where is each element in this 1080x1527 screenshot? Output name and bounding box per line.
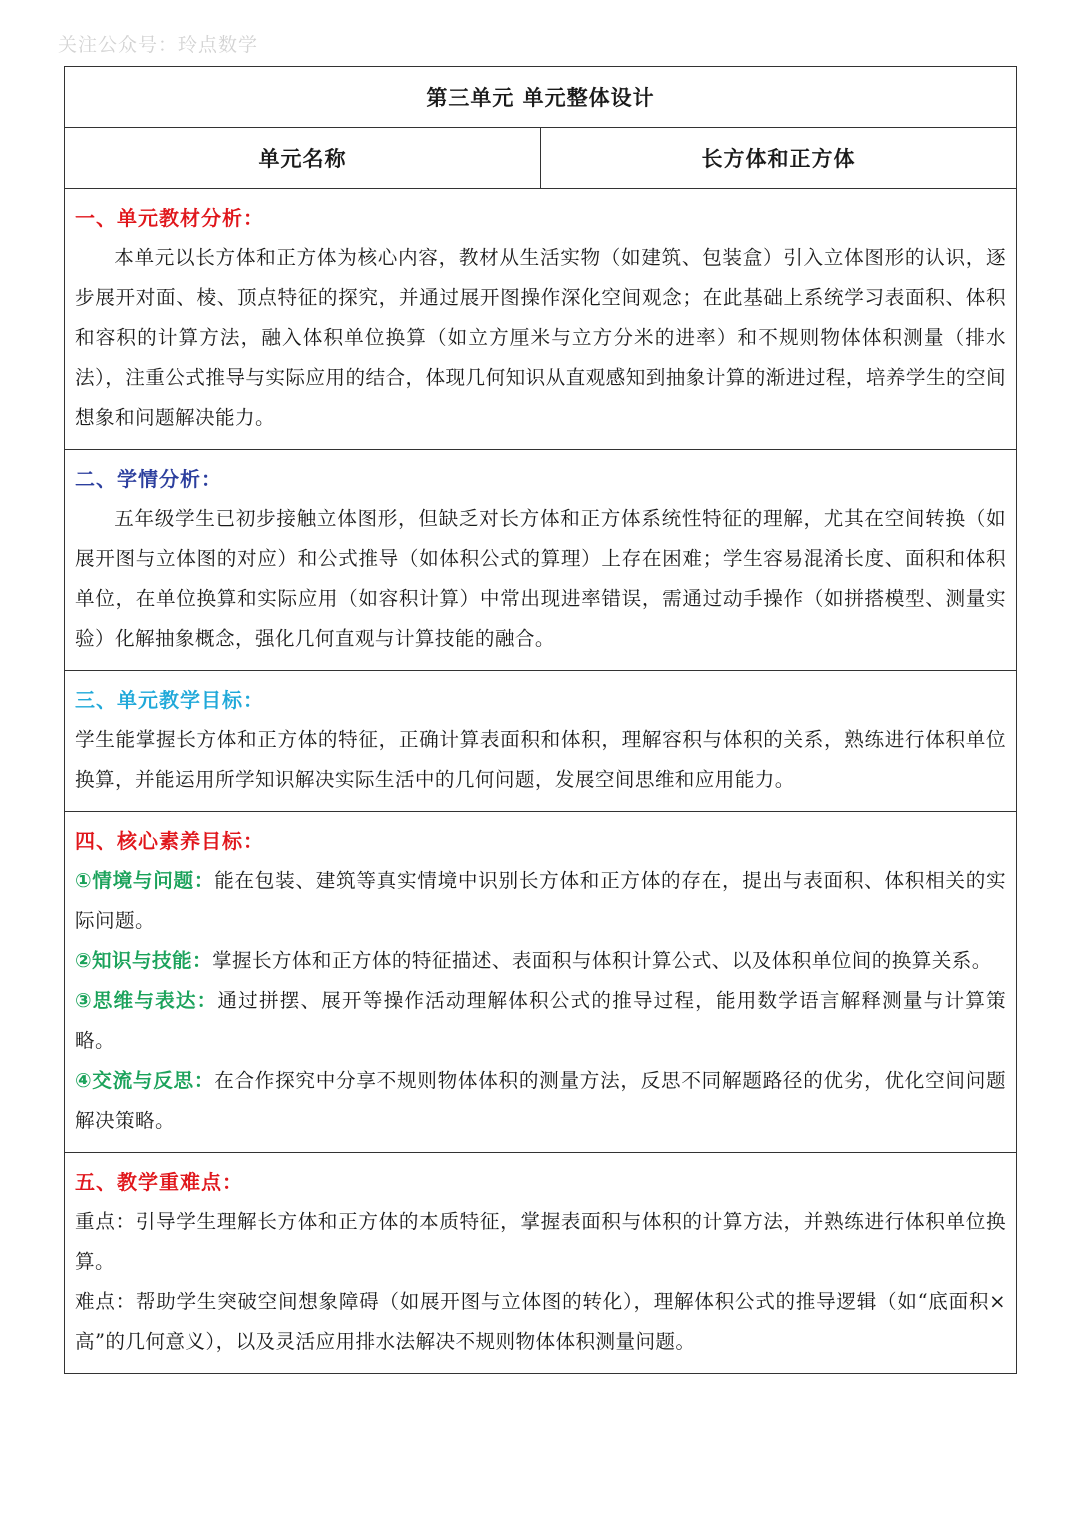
literacy-text: 通过拼摆、展开等操作活动理解体积公式的推导过程，能用数学语言解释测量与计算策略。	[75, 989, 1006, 1052]
literacy-text: 在合作探究中分享不规则物体体积的测量方法，反思不同解题路径的优劣，优化空间问题解决策略。	[75, 1069, 1007, 1132]
literacy-tag: ②知识与技能：	[75, 949, 212, 972]
key-point-text: 重点：引导学生理解长方体和正方体的本质特征，掌握表面积与体积的计算方法，并熟练进行体积单位换算。	[75, 1210, 1006, 1273]
unit-name-label: 单元名称	[65, 128, 541, 189]
literacy-text: 能在包装、建筑等真实情境中识别长方体和正方体的存在，提出与表面积、体积相关的实际问题。	[75, 869, 1007, 932]
literacy-item	[75, 1061, 1006, 1141]
unit-name-row	[65, 128, 1017, 189]
section-heading: 五、教学重难点：	[75, 1170, 243, 1194]
literacy-item	[75, 941, 1006, 981]
section-literacy	[65, 812, 1017, 1153]
section-goals-cell	[65, 671, 1017, 812]
watermark: 关注公众号：玲点数学	[58, 34, 259, 56]
section-students	[65, 450, 1017, 671]
section-body: 五年级学生已初步接触立体图形，但缺乏对长方体和正方体系统性特征的理解，尤其在空间转换（如展开图与立体图的对应）和公式推导（如体积公式的算理）上存在困难；学生容易混淆长度、面积和体积单位，在单位换算和实际应用（如容积计算）中常出现进率错误，需通过动手操作（如拼搭模型、测量实验）化解抽象概念，强化几何直观与计算技能的融合。	[75, 507, 1006, 650]
literacy-tag: ①情境与问题：	[75, 869, 215, 892]
section-heading: 三、单元教学目标：	[75, 688, 264, 712]
section-goals	[65, 671, 1017, 812]
literacy-text: 掌握长方体和正方体的特征描述、表面积与体积计算公式、以及体积单位间的换算关系。	[211, 949, 992, 972]
section-keypoints	[65, 1153, 1017, 1374]
section-body: 本单元以长方体和正方体为核心内容，教材从生活实物（如建筑、包装盒）引入立体图形的认识，逐步展开对面、棱、顶点特征的探究，并通过展开图操作深化空间观念；在此基础上系统学习表面积、体积和容积的计算方法，融入体积单位换算（如立方厘米与立方分米的进率）和不规则物体体积测量（排水法），注重公式推导与实际应用的结合，体现几何知识从直观感知到抽象计算的渐进过程，培养学生的空间想象和问题解决能力。	[75, 246, 1006, 429]
literacy-tag: ④交流与反思：	[75, 1069, 215, 1092]
literacy-item	[75, 981, 1006, 1061]
section-heading: 一、单元教材分析：	[75, 206, 264, 230]
section-heading: 四、核心素养目标：	[75, 829, 264, 853]
section-keypoints-cell	[65, 1153, 1017, 1374]
table-title: 第三单元 单元整体设计	[65, 67, 1017, 128]
section-heading: 二、学情分析：	[75, 467, 222, 491]
section-body: 学生能掌握长方体和正方体的特征，正确计算表面积和体积，理解容积与体积的关系，熟练进行体积单位换算，并能运用所学知识解决实际生活中的几何问题，发展空间思维和应用能力。	[75, 728, 1006, 791]
literacy-tag: ③思维与表达：	[75, 989, 218, 1012]
literacy-item	[75, 861, 1006, 941]
unit-design-table	[64, 66, 1017, 1374]
section-students-cell	[65, 450, 1017, 671]
section-analysis-cell	[65, 189, 1017, 450]
difficulty-text: 难点：帮助学生突破空间想象障碍（如展开图与立体图的转化），理解体积公式的推导逻辑（如“底面积×高”的几何意义），以及灵活应用排水法解决不规则物体体积测量问题。	[75, 1290, 1006, 1353]
unit-name-value: 长方体和正方体	[541, 128, 1017, 189]
section-literacy-cell	[65, 812, 1017, 1153]
title-row	[65, 67, 1017, 128]
section-analysis	[65, 189, 1017, 450]
